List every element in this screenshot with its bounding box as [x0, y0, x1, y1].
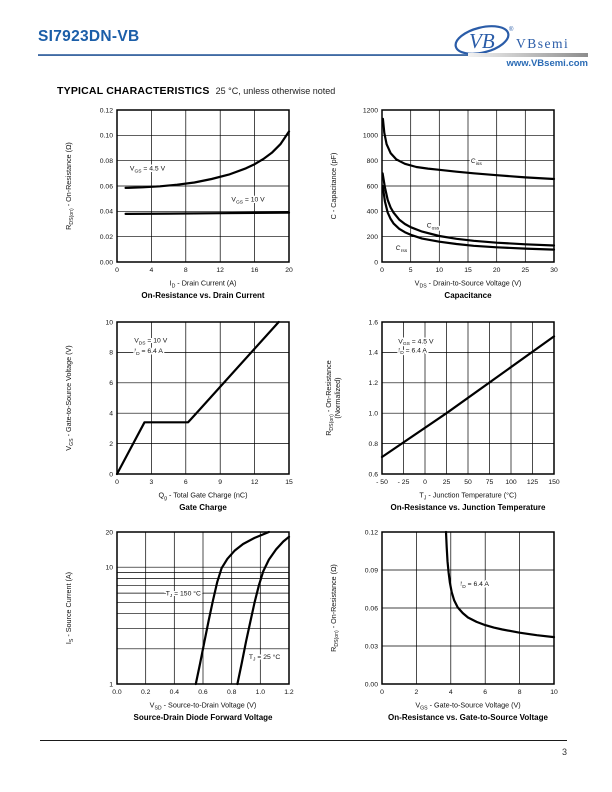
logo-monogram: VB [469, 29, 495, 53]
y-axis-title: $I_S$ - Source Current (A) [64, 571, 75, 645]
curve-annotation: $C_{oss}$ [426, 222, 440, 232]
chart-gate-charge [55, 312, 305, 525]
x-tick-label: 4 [149, 267, 154, 274]
y-tick-label: 0.00 [364, 681, 378, 689]
x-axis-title: $V_{GS}$ - Gate-to-Source Voltage (V) [415, 700, 521, 712]
x-tick-label: 0.6 [198, 689, 208, 696]
logo-url: www.VBsemi.com [506, 58, 588, 69]
curve-annotation: $C_{rss}$ [395, 245, 408, 254]
y-tick-label: 200 [366, 234, 378, 241]
y-tick-label: 600 [366, 183, 378, 191]
x-tick-label: 10 [435, 267, 444, 274]
vbsemi-logo [452, 24, 588, 56]
y-tick-label: 800 [366, 158, 378, 165]
x-tick-label: 100 [505, 479, 517, 486]
x-tick-label: 8 [183, 267, 188, 274]
y-tick-label: 400 [366, 208, 378, 216]
x-tick-label: 6 [483, 689, 488, 696]
x-tick-label: 12 [250, 479, 259, 486]
x-tick-label: 30 [550, 267, 558, 274]
chart-on-resistance-vs-drain-current [55, 100, 305, 313]
x-axis-title: $V_{SD}$ - Source-to-Drain Voltage (V) [149, 700, 257, 712]
chart-capacitance [320, 100, 570, 313]
y-tick-label: 0.03 [364, 643, 378, 651]
section-heading-note: 25 °C, unless otherwise noted [215, 86, 336, 96]
series-tj-25-c [237, 537, 289, 684]
x-tick-label: 25 [521, 267, 530, 274]
y-axis-title: $R_{DS(on)}$ - On-Resistance (Ω) [329, 564, 340, 652]
y-tick-label: 0.08 [99, 158, 113, 165]
x-tick-label: 12 [216, 267, 224, 274]
logo-name: VBsemi [516, 36, 570, 51]
y-axis-title: $R_{DS(on)}$ - On-Resistance (Ω) [64, 142, 75, 230]
y-tick-label: 1.2 [368, 380, 378, 388]
x-tick-label: 5 [408, 267, 413, 274]
x-tick-label: 0 [380, 267, 384, 274]
x-tick-label: 16 [250, 267, 259, 274]
series-tj-150-c [196, 532, 269, 684]
chart-svg [55, 312, 305, 525]
y-tick-label: 10 [105, 319, 113, 327]
y-axis-title: (Normalized) [333, 377, 342, 419]
section-heading-label: TYPICAL CHARACTERISTICS [57, 85, 210, 97]
curve-annotation: $V_{GS} = 4.5$ V [398, 338, 434, 348]
chart-source-drain-diode-forward-voltage [55, 522, 305, 735]
y-tick-label: 1.6 [368, 319, 378, 327]
y-tick-label: 2 [109, 440, 113, 448]
page-number: 3 [561, 747, 567, 757]
x-tick-label: 10 [550, 689, 558, 696]
chart-on-resistance-vs-gate-to-source-voltage [320, 522, 570, 735]
series-vgs-4-5-v [126, 132, 289, 188]
x-tick-label: 0.8 [226, 689, 237, 696]
curve-annotation: $I_D = 6.4$ A [134, 348, 163, 357]
chart-svg [320, 312, 570, 525]
x-tick-label: 20 [492, 267, 501, 274]
y-tick-label: 0 [109, 471, 113, 479]
chart-title: Gate Charge [179, 503, 227, 512]
x-tick-label: 0.2 [140, 689, 151, 696]
x-tick-label: 75 [485, 479, 494, 486]
chart-title: Source-Drain Diode Forward Voltage [133, 713, 273, 722]
y-axis-title: $R_{DS(on)}$ - On-Resistance [324, 360, 335, 436]
y-tick-label: 0.12 [99, 107, 113, 115]
chart-title: Capacitance [444, 291, 492, 300]
curve-annotation: $V_{DS} = 10$ V [134, 337, 168, 347]
curve-annotation: $V_{GS} = 10$ V [231, 196, 265, 206]
curve-annotation: $V_{GS} = 4.5$ V [129, 165, 166, 175]
x-tick-label: 15 [285, 479, 293, 486]
y-tick-label: 0.8 [368, 440, 378, 448]
x-tick-label: 0 [423, 479, 427, 486]
y-tick-label: 0.04 [99, 208, 113, 216]
y-tick-label: 1200 [362, 107, 378, 115]
y-tick-label: 0.02 [99, 234, 113, 241]
y-tick-label: 0.6 [368, 471, 378, 479]
x-tick-label: 0.4 [169, 689, 180, 696]
series-ciss [383, 119, 554, 179]
chart-title: On-Resistance vs. Drain Current [141, 291, 265, 300]
x-tick-label: - 50 [376, 479, 388, 486]
y-tick-label: 0.10 [99, 132, 113, 140]
typical-characteristics-heading [57, 81, 335, 99]
x-tick-label: 3 [149, 479, 154, 486]
x-tick-label: 1.0 [255, 689, 266, 696]
y-tick-label: 1.4 [368, 349, 378, 357]
chart-svg [320, 522, 570, 735]
y-tick-label: 1000 [362, 132, 378, 140]
y-tick-label: 1.0 [368, 410, 378, 418]
x-tick-label: 125 [526, 479, 539, 486]
x-tick-label: 1.2 [284, 689, 294, 696]
chart-svg [320, 100, 570, 313]
y-tick-label: 0 [374, 259, 378, 267]
y-tick-label: 0.09 [364, 567, 378, 575]
chart-svg [55, 522, 305, 735]
footer-rule [40, 740, 567, 741]
logo-registered-mark: ® [509, 27, 514, 33]
chart-title: On-Resistance vs. Gate-to-Source Voltage [388, 713, 548, 722]
chart-svg [55, 100, 305, 313]
curve-annotation: $T_J = 150$ °C [165, 590, 201, 600]
chart-on-resistance-vs-junction-temperature [320, 312, 570, 525]
x-tick-label: 150 [548, 479, 560, 486]
x-tick-label: 0 [115, 267, 119, 274]
y-tick-label: 0.06 [99, 183, 113, 191]
x-tick-label: - 25 [397, 479, 410, 486]
header-rule [38, 54, 468, 56]
y-tick-label: 6 [109, 380, 113, 388]
x-tick-label: 6 [183, 479, 188, 486]
x-tick-label: 15 [464, 267, 472, 274]
x-tick-label: 50 [464, 479, 472, 486]
y-tick-label: 1 [109, 681, 113, 689]
vbsemi-logo-graphic [452, 24, 588, 56]
part-number-title: SI7923DN-VB [38, 28, 140, 45]
y-axis-title: C - Capacitance (pF) [329, 152, 338, 220]
x-tick-label: 0.0 [112, 689, 122, 696]
curve-annotation: $T_J = 25$ °C [248, 653, 281, 663]
y-tick-label: 0.12 [364, 529, 378, 537]
y-tick-label: 10 [105, 564, 113, 572]
x-axis-title: $Q_g$ - Total Gate Charge (nC) [158, 490, 248, 502]
x-axis-title: $T_J$ - Junction Temperature (°C) [419, 490, 517, 502]
y-tick-label: 0.00 [99, 259, 113, 267]
curve-annotation: $I_D = 6.4$ A [460, 581, 489, 590]
y-tick-label: 20 [105, 529, 113, 537]
curve-annotation: $C_{iss}$ [470, 158, 482, 167]
x-tick-label: 25 [442, 479, 451, 486]
x-tick-label: 9 [218, 479, 223, 486]
x-tick-label: 4 [448, 689, 453, 696]
y-axis-title: $V_{GS}$ - Gate-to-Source Voltage (V) [64, 345, 75, 451]
y-tick-label: 4 [109, 410, 113, 418]
series-vgs-10-v [126, 213, 289, 214]
x-tick-label: 0 [115, 479, 119, 486]
y-tick-label: 8 [109, 349, 113, 357]
x-tick-label: 2 [414, 689, 419, 696]
x-tick-label: 8 [517, 689, 522, 696]
chart-title: On-Resistance vs. Junction Temperature [390, 503, 546, 512]
curve-annotation: $I_D = 6.4$ A [398, 347, 427, 357]
x-tick-label: 0 [380, 689, 384, 696]
y-tick-label: 0.06 [364, 605, 378, 613]
x-axis-title: $V_{DS}$ - Drain-to-Source Voltage (V) [414, 278, 522, 290]
logo-divider-bar [468, 53, 588, 57]
x-tick-label: 20 [285, 267, 293, 274]
x-axis-title: $I_D$ - Drain Current (A) [169, 278, 237, 290]
